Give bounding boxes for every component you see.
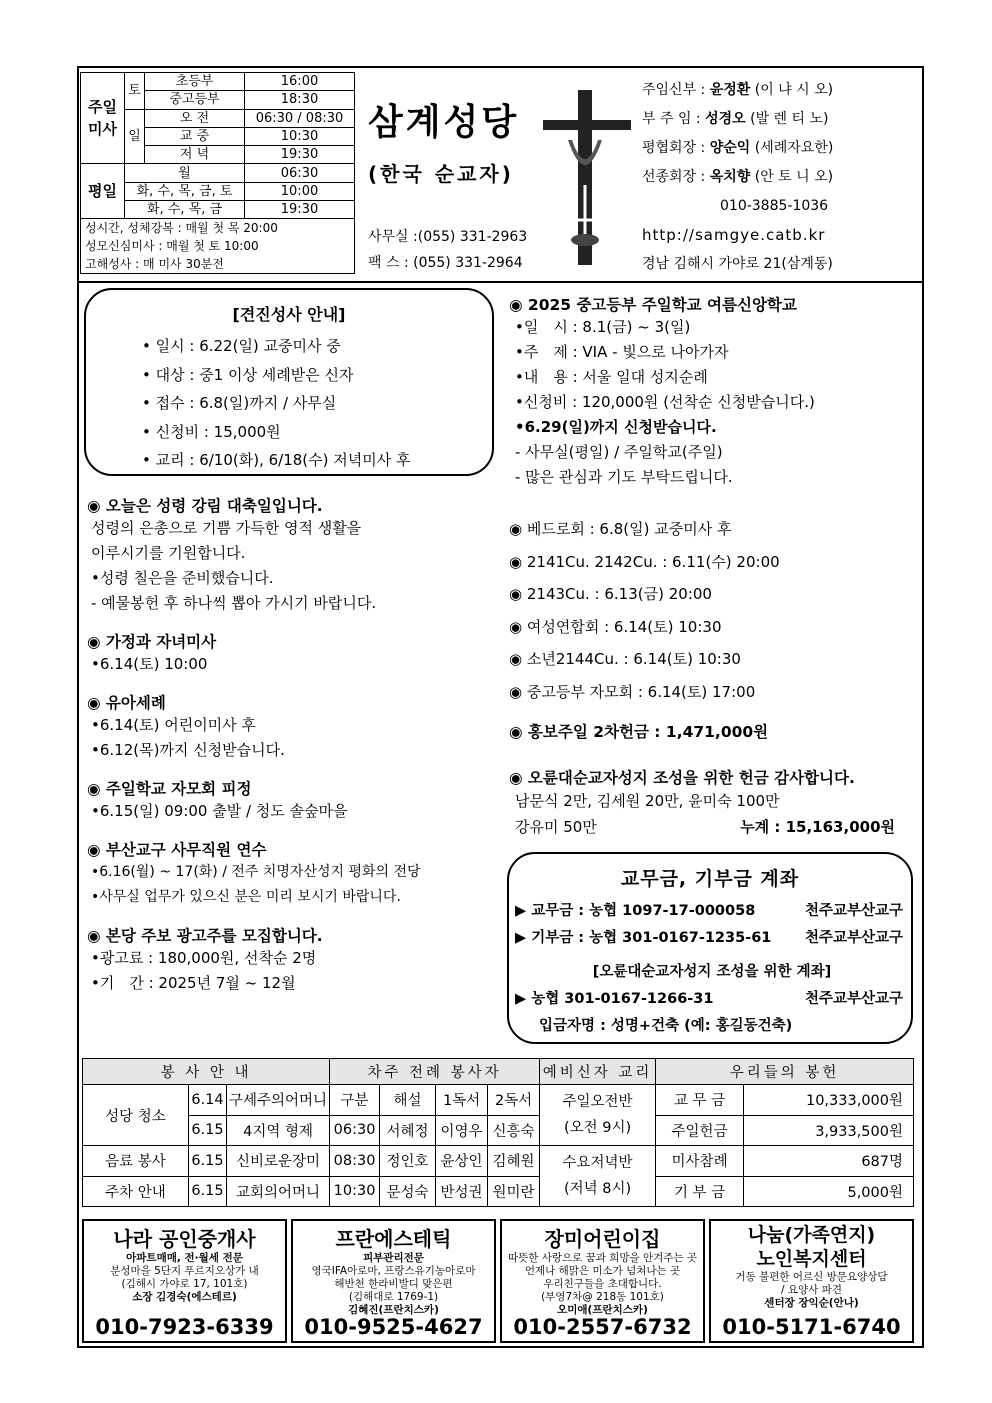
service-cell: 기 부 금	[656, 1176, 744, 1207]
ad-line: 분성마을 5단지 푸르지오상가 내	[110, 1265, 259, 1277]
announcement-title: ◉ 본당 주보 광고주를 모집합니다.	[87, 927, 323, 945]
mass-name: 월	[125, 164, 245, 182]
ad-welfare-center	[709, 1219, 914, 1343]
ad-line: 소장 김경숙(에스테르)	[132, 1291, 237, 1303]
ad-name: 노인복지센터	[756, 1248, 867, 1270]
office-phone: 사무실 :(055) 331-2963	[368, 229, 528, 245]
accounts-note: 입금자명 : 성명+건축 (예: 홍길동건축)	[539, 1018, 793, 1034]
sunday-label: 일	[125, 109, 145, 164]
mass-name: 오 전	[145, 109, 245, 127]
service-cell: 10:30	[330, 1176, 380, 1207]
staff-row: 주임신부 : 윤정환 (이 냐 시 오)	[642, 82, 834, 98]
ad-line: 우리친구들을 초대합니다.	[543, 1278, 662, 1290]
ad-line: 거동 불편한 어르신 방문요양상담	[735, 1271, 888, 1283]
summer-school-section	[509, 293, 909, 490]
ad-phone: 010-2557-6732	[513, 1315, 692, 1339]
mass-time: 18:30	[245, 91, 355, 109]
accounts-box	[507, 852, 913, 1044]
ad-line: 김혜진(프란치스카)	[348, 1304, 439, 1316]
service-cell: 5,000원	[744, 1176, 914, 1207]
ad-aesthetic	[291, 1219, 496, 1343]
ad-name: 프란에스테틱	[335, 1227, 452, 1251]
church-patron: (한국 순교자)	[368, 162, 514, 186]
service-cell: 687명	[744, 1146, 914, 1177]
weekday-mass-label: 평일	[81, 164, 125, 219]
meeting-item: ◉ 소년2144Cu. : 6.14(토) 10:30	[509, 650, 741, 668]
service-header: 예비신자 교리	[540, 1059, 656, 1085]
mass-name: 화, 수, 목, 금, 토	[125, 182, 245, 200]
ad-line: / 요양사 파견	[781, 1284, 842, 1296]
service-cell: 6.14	[189, 1085, 227, 1116]
table-row	[83, 1115, 914, 1146]
announcement	[87, 924, 499, 996]
announcement-title: ◉ 부산교구 사무직원 연수	[87, 841, 267, 859]
staff-phone: 010-3885-1036	[720, 198, 829, 214]
service-cell: 원미란	[488, 1176, 540, 1207]
service-cell: 3,933,500원	[744, 1115, 914, 1146]
announcement	[87, 630, 499, 677]
meeting-item: ◉ 베드로회 : 6.8(일) 교중미사 후	[509, 520, 732, 538]
service-cell: 구세주의어머니	[227, 1085, 330, 1116]
ad-line: 피부관리전문	[363, 1252, 424, 1264]
announcement-line: •사무실 업무가 있으신 분은 미리 보시기 바랍니다.	[91, 889, 401, 905]
service-cell: 성당 청소	[83, 1085, 189, 1146]
announcement-title: ◉ 유아세례	[87, 694, 166, 712]
service-cell: 서혜정	[380, 1115, 436, 1146]
mass-name: 저 녁	[145, 146, 245, 164]
service-cell: 주차 안내	[83, 1176, 189, 1207]
table-row	[83, 1085, 914, 1116]
meeting-item: ◉ 여성연합회 : 6.14(토) 10:30	[509, 617, 722, 636]
service-cell: 교회의어머니	[227, 1176, 330, 1207]
ad-line: (부영7차@ 218동 101호)	[541, 1291, 664, 1303]
service-cell: 신흥숙	[488, 1115, 540, 1146]
service-header: 우리들의 봉헌	[656, 1059, 914, 1085]
service-header: 봉 사 안 내	[83, 1059, 330, 1085]
ad-line: (김해시 가야로 17, 101호)	[121, 1278, 248, 1290]
service-cell: 08:30	[330, 1146, 380, 1177]
service-cell: 6.15	[189, 1176, 227, 1207]
announcement-line: •성령 칠은을 준비했습니다.	[91, 569, 274, 587]
service-cell: 반성권	[436, 1176, 488, 1207]
website-link[interactable]: http://samgye.catb.kr	[642, 226, 826, 244]
mass-time: 19:30	[245, 201, 355, 219]
table-row	[83, 1146, 914, 1177]
confirmation-list	[142, 332, 410, 475]
ad-line: 언제나 해맑은 미소가 넘쳐나는 곳	[524, 1265, 681, 1277]
ad-line: 영국IFA아로마, 프랑스유기농아로마	[311, 1265, 476, 1277]
summer-school-item: •주 제 : VIA - 빛으로 나아가자	[515, 343, 729, 361]
confirmation-item: • 교리 : 6/10(화), 6/18(수) 저녁미사 후	[142, 451, 411, 469]
service-cell: 10,333,000원	[744, 1085, 914, 1116]
summer-school-title: ◉ 2025 중고등부 주일학교 여름신앙학교	[509, 296, 797, 314]
service-cell: 교 무 금	[656, 1085, 744, 1116]
class-cell: 수요저녁반 (저녁 8시)	[540, 1146, 656, 1207]
announcement-line: •6.14(토) 10:00	[91, 655, 208, 673]
mass-note: 고해성사 : 매 미사 30분전	[81, 255, 355, 273]
service-cell: 6.15	[189, 1146, 227, 1177]
announcement	[87, 691, 499, 763]
service-cell: 해설	[380, 1085, 436, 1116]
announcement-title: ◉ 주일학교 자모회 피정	[87, 780, 252, 798]
accounts-title: 교무금, 기부금 계좌	[620, 868, 800, 890]
table-row	[83, 1176, 914, 1207]
service-cell: 문성숙	[380, 1176, 436, 1207]
confirmation-notice-box	[84, 288, 494, 476]
ad-line: 오미애(프란치스카)	[557, 1304, 648, 1316]
donation-total: 누계 : 15,163,000원	[740, 818, 895, 836]
service-cell: 6.15	[189, 1115, 227, 1146]
announcement-line: - 예물봉헌 후 하나씩 뽑아 가시기 바랍니다.	[91, 594, 377, 612]
service-header: 차주 전례 봉사자	[330, 1059, 540, 1085]
class-cell: 주일오전반 (오전 9시)	[540, 1085, 656, 1146]
service-cell: 06:30	[330, 1115, 380, 1146]
mass-name: 화, 수, 목, 금	[125, 201, 245, 219]
donation-line: 남문식 2만, 김세원 20만, 윤미숙 100만	[515, 792, 780, 810]
collection-amount: ◉ 홍보주일 2차헌금 : 1,471,000원	[509, 723, 769, 741]
donation-title: ◉ 오륜대순교자성지 조성을 위한 헌금 감사합니다.	[509, 769, 855, 787]
ad-line: 아파트매매, 전·월세 전문	[126, 1252, 243, 1264]
announcement-line: •6.14(토) 어린이미사 후	[91, 716, 256, 734]
mass-note: 성시간, 성체강복 : 매월 첫 목 20:00	[81, 219, 355, 237]
donation-section	[509, 766, 899, 840]
mass-name: 초등부	[145, 73, 245, 91]
ad-line: 따뜻한 사랑으로 꿈과 희망을 안겨주는 곳	[507, 1252, 698, 1264]
summer-school-item: - 사무실(평일) / 주일학교(주일)	[515, 443, 723, 461]
meeting-item: ◉ 2143Cu. : 6.13(금) 20:00	[509, 585, 712, 603]
mass-schedule-table	[80, 72, 355, 274]
accounts-sub-title: [오륜대순교자성지 조성을 위한 계좌]	[592, 964, 832, 980]
saturday-label: 토	[125, 73, 145, 110]
service-cell: 음료 봉사	[83, 1146, 189, 1177]
service-cell: 김혜원	[488, 1146, 540, 1177]
summer-school-item: •신청비 : 120,000원 (선착순 신청받습니다.)	[515, 393, 815, 411]
mass-time: 19:30	[245, 146, 355, 164]
header-divider	[77, 281, 924, 283]
confirmation-item: • 대상 : 중1 이상 세례받은 신자	[142, 365, 354, 384]
ad-real-estate	[82, 1219, 287, 1343]
mass-time: 10:00	[245, 182, 355, 200]
confirmation-item: • 접수 : 6.8(일)까지 / 사무실	[142, 394, 337, 412]
account-row: ▶ 교무금 : 농협 1097-17-000058 천주교부산교구	[515, 903, 903, 919]
service-cell: 주일헌금	[656, 1115, 744, 1146]
ad-phone: 010-5171-6740	[722, 1315, 901, 1339]
staff-list	[642, 76, 833, 279]
meeting-item: ◉ 2141Cu. 2142Cu. : 6.11(수) 20:00	[509, 552, 780, 571]
summer-school-item: - 많은 관심과 기도 부탁드립니다.	[515, 468, 733, 486]
cross-emblem-icon	[538, 90, 638, 270]
ad-daycare	[500, 1219, 705, 1343]
sunday-mass-label: 주일 미사	[81, 73, 125, 164]
service-cell: 정인호	[380, 1146, 436, 1177]
summer-school-item: •6.29(일)까지 신청받습니다.	[515, 418, 717, 436]
donation-line: 강유미 50만 누계 : 15,163,000원	[515, 814, 899, 840]
announcement-line: •6.16(월) ~ 17(화) / 전주 치명자산성지 평화의 전당	[91, 864, 421, 880]
mass-name: 교 중	[145, 127, 245, 145]
announcement-title: ◉ 가정과 자녀미사	[87, 633, 217, 651]
account-row: ▶ 농협 301-0167-1266-31 천주교부산교구	[515, 991, 903, 1007]
account-row: ▶ 기부금 : 농협 301-0167-1235-61 천주교부산교구	[515, 930, 903, 946]
mass-time: 06:30 / 08:30	[245, 109, 355, 127]
summer-school-item: •일 시 : 8.1(금) ~ 3(일)	[515, 318, 691, 336]
church-address: 경남 김해시 가야로 21(삼계동)	[642, 256, 833, 272]
ad-name: 나눔(가족연지)	[747, 1224, 876, 1246]
announcement-line: •6.15(일) 09:00 출발 / 청도 솔숲마을	[91, 802, 348, 820]
announcement	[87, 777, 499, 824]
service-cell: 윤상인	[436, 1146, 488, 1177]
staff-row: 부 주 임 : 성경오 (발 렌 티 노)	[642, 111, 829, 127]
left-announcements	[87, 494, 499, 996]
church-name: 삼계성당	[368, 102, 520, 143]
announcement-line: •기 간 : 2025년 7월 ~ 12월	[91, 974, 296, 992]
service-cell: 1독서	[436, 1085, 488, 1116]
mass-note: 성모신심미사 : 매월 첫 토 10:00	[81, 237, 355, 255]
announcement-title: ◉ 오늘은 성령 강림 대축일입니다.	[87, 497, 323, 515]
service-cell: 4지역 형제	[227, 1115, 330, 1146]
mass-name: 중고등부	[145, 91, 245, 109]
ad-line: (김해대로 1769-1)	[348, 1291, 439, 1303]
announcement	[87, 494, 499, 616]
service-cell: 구분	[330, 1085, 380, 1116]
ad-phone: 010-7923-6339	[95, 1315, 274, 1339]
confirmation-item: • 일시 : 6.22(일) 교중미사 중	[142, 337, 341, 355]
confirmation-title: [견진성사 안내]	[232, 305, 346, 324]
mass-time: 10:30	[245, 127, 355, 145]
service-cell: 2독서	[488, 1085, 540, 1116]
ad-line: 해반천 한라비발디 맞은편	[334, 1278, 453, 1290]
service-cell: 이영우	[436, 1115, 488, 1146]
mass-time: 16:00	[245, 73, 355, 91]
service-cell: 미사참례	[656, 1146, 744, 1177]
ad-phone: 010-9525-4627	[304, 1315, 483, 1339]
ad-name: 장미어린이집	[544, 1227, 661, 1251]
announcement-line: 성령의 은총으로 기쁨 가득한 영적 생활을	[91, 519, 362, 537]
confirmation-item: • 신청비 : 15,000원	[142, 422, 281, 441]
staff-row: 평협회장 : 양순익 (세례자요한)	[642, 140, 834, 156]
service-table	[82, 1058, 914, 1207]
meetings-list	[509, 513, 909, 708]
ad-line: 센터장 장익순(안나)	[764, 1297, 859, 1309]
staff-row: 선종회장 : 옥치향 (안 토 니 오)	[642, 169, 834, 185]
announcement	[87, 838, 499, 910]
ad-name: 나라 공인중개사	[113, 1227, 256, 1251]
mass-time: 06:30	[245, 164, 355, 182]
service-cell: 신비로운장미	[227, 1146, 330, 1177]
fax-number: 팩 스 : (055) 331-2964	[368, 255, 523, 271]
announcement-line: 이루시기를 기원합니다.	[91, 544, 246, 562]
announcement-line: •6.12(목)까지 신청받습니다.	[91, 741, 285, 759]
announcement-line: •광고료 : 180,000원, 선착순 2명	[91, 949, 317, 967]
meeting-item: ◉ 중고등부 자모회 : 6.14(토) 17:00	[509, 682, 756, 701]
summer-school-item: •내 용 : 서울 일대 성지순례	[515, 368, 708, 386]
